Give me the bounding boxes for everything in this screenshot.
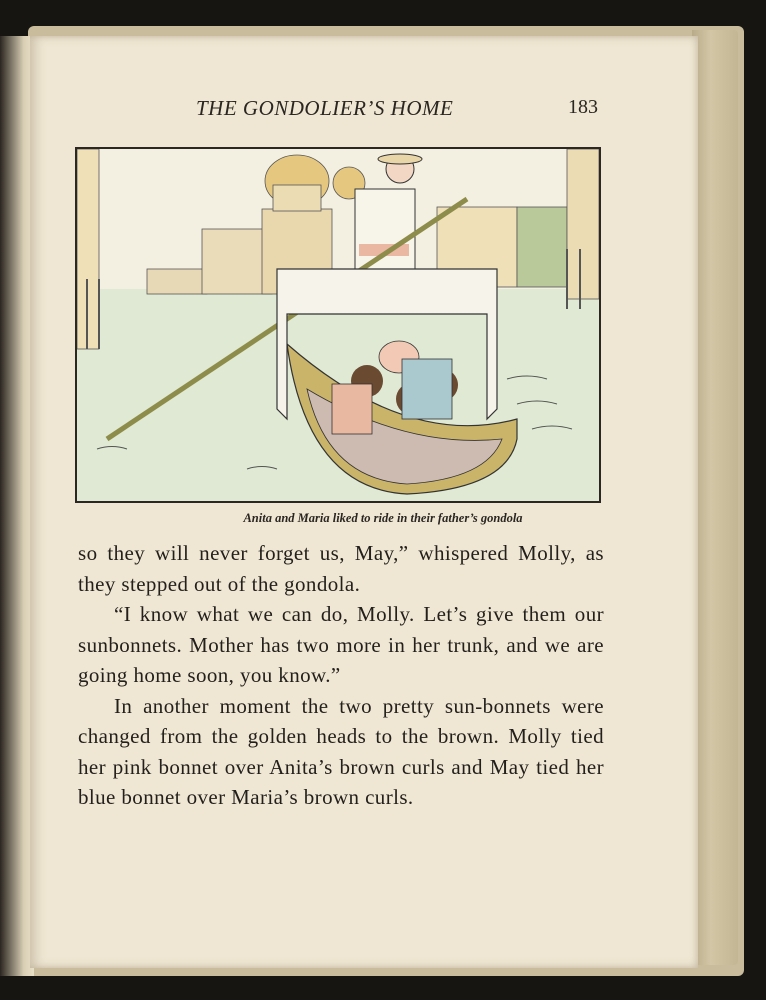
paragraph-2: “I know what we can do, Molly. Let’s give them our sunbonnets. Mother has two more in her trunk, and we are going home soon, you know.” [78,602,604,687]
illustration-caption: Anita and Maria liked to ride in their father’s gondola [243,511,523,525]
gondola-illustration [75,147,601,503]
paragraph-3: In another moment the two pretty sun-bonnets were changed from the golden heads to the brown. Molly tied her pink bonnet over Anita’s brown curls and May tied her blue bonnet over Maria’s brown curls. [78,693,604,809]
book-spine-edge [692,30,738,965]
facing-page-edge [0,36,34,976]
venice-canal-scene-image [77,149,599,501]
body-text [78,538,604,813]
page-number: 183 [568,96,598,118]
paragraph-1: so they will never forget us, May,” whispered Molly, as they stepped out of the gondola. [78,541,604,596]
running-head: THE GONDOLIER’S HOME [196,96,454,120]
